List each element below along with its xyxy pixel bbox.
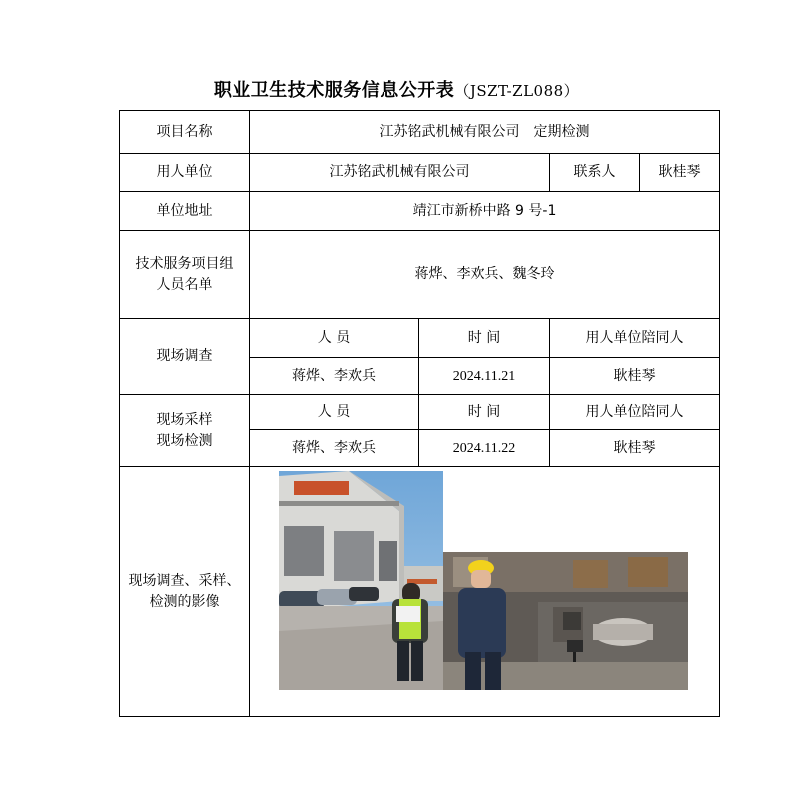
row-team	[120, 231, 720, 319]
address-value: 靖江市新桥中路 9 号-1	[250, 192, 720, 231]
survey-header-time: 时 间	[419, 319, 550, 358]
address-label: 单位地址	[120, 192, 250, 231]
survey-person: 蒋烨、李欢兵	[250, 358, 419, 395]
images-label-line1: 现场调查、采样、	[128, 572, 241, 589]
title-main: 职业卫生技术服务信息公开表	[213, 80, 455, 101]
sampling-person: 蒋烨、李欢兵	[250, 430, 419, 467]
contact-value: 耿桂琴	[640, 154, 720, 192]
site-photo-outdoor	[279, 471, 443, 690]
project-value: 江苏铭武机械有限公司 定期检测	[250, 111, 720, 154]
info-table	[119, 110, 720, 717]
employer-label: 用人单位	[120, 154, 250, 192]
project-label: 项目名称	[120, 111, 250, 154]
team-value: 蒋烨、李欢兵、魏冬玲	[250, 231, 720, 319]
page-title	[0, 76, 793, 102]
sampling-escort: 耿桂琴	[550, 430, 720, 467]
sampling-label-line2: 现场检测	[156, 432, 213, 449]
title-code: （JSZT-ZL088）	[454, 82, 580, 100]
team-label-line1: 技术服务项目组	[135, 255, 234, 272]
row-images	[120, 467, 720, 717]
site-photo-workshop	[443, 552, 688, 690]
images-label	[120, 467, 250, 717]
sampling-label	[120, 395, 250, 467]
sampling-date: 2024.11.22	[419, 430, 550, 467]
survey-header-escort: 用人单位陪同人	[550, 319, 720, 358]
site-photo-workshop-image	[443, 552, 688, 690]
images-cell	[250, 467, 720, 717]
row-survey-header	[120, 319, 720, 358]
team-label-line2: 人员名单	[156, 276, 213, 293]
survey-label: 现场调查	[120, 319, 250, 395]
site-photo-outdoor-image	[279, 471, 443, 690]
photo-area	[250, 467, 719, 716]
team-label	[120, 231, 250, 319]
sampling-header-time: 时 间	[419, 395, 550, 430]
employer-value: 江苏铭武机械有限公司	[250, 154, 550, 192]
images-label-line2: 检测的影像	[149, 593, 220, 610]
survey-date: 2024.11.21	[419, 358, 550, 395]
sampling-header-escort: 用人单位陪同人	[550, 395, 720, 430]
sampling-label-line1: 现场采样	[156, 411, 213, 428]
survey-header-person: 人 员	[250, 319, 419, 358]
sampling-header-person: 人 员	[250, 395, 419, 430]
row-address	[120, 192, 720, 231]
row-project	[120, 111, 720, 154]
contact-label: 联系人	[550, 154, 640, 192]
row-employer	[120, 154, 720, 192]
survey-escort: 耿桂琴	[550, 358, 720, 395]
row-sampling-header	[120, 395, 720, 430]
